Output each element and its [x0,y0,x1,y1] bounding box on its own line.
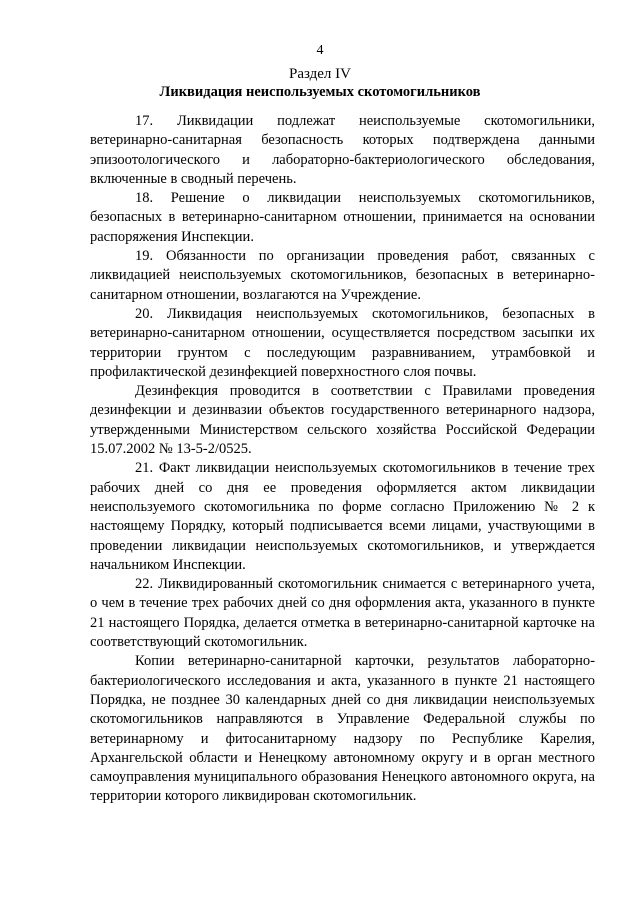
section-title: Ликвидация неиспользуемых скотомогильников [159,84,481,100]
section-label: Раздел IV [288,66,351,82]
paragraph-18: 18. Решение о ликвидации неиспользуемых скотомогильников, безопасных в ветеринарно-санитарном отношении, принимается на основании распоряжения Инспекции. [90,190,595,245]
page-number: 4 [316,43,324,58]
paragraph-disinfection: Дезинфекция проводится в соответствии с Правилами проведения дезинфекции и дезинвазии объектов государственного ветеринарного надзора, утвержденными Министерством сельского хозяйства Российской Федерации 15.07.2002 № 13-5-2/0525. [90,383,595,458]
paragraph-17: 17. Ликвидации подлежат неиспользуемые скотомогильники, ветеринарно-санитарная безопасность которых подтверждена данными эпизоотологического и лабораторно-бактериологического обследования, включенные в сводный перечень. [90,113,595,187]
paragraph-20: 20. Ликвидация неиспользуемых скотомогильников, безопасных в ветеринарно-санитарном отношении, осуществляется посредством засыпки их территории грунтом с последующим разравниванием, утрамбовкой и профилактической дезинфекцией поверхностного слоя почвы. [90,305,595,380]
paragraph-copies: Копии ветеринарно-санитарной карточки, результатов лабораторно-бактериологического исследования и акта, указанного в пункте 21 настоящего Порядка, не позднее 30 календарных дней со дня ликвидации неиспользуемых скотомогильников направляются в Управление Федеральной службы по ветеринарному и фитосанитарному надзору по Республике Карелия, Архангельской области и Ненецкому автономному округу и в орган местного самоуправления муниципального образования Ненецкого автономного округа, на территории которого ликвидирован скотомогильник. [90,653,595,805]
paragraph-21: 21. Факт ликвидации неиспользуемых скотомогильников в течение трех рабочих дней со дня ее проведения оформляется актом ликвидации неиспользуемого скотомогильника по форме согласно Приложению № 2 к настоящему Порядку, который подписывается всеми лицами, участвующими в проведении ликвидации неиспользуемых скотомогильников, и утверждается начальником Инспекции. [90,460,595,573]
paragraph-19: 19. Обязанности по организации проведения работ, связанных с ликвидацией неиспользуемых скотомогильников, безопасных в ветеринарно-санитарном отношении, возлагаются на Учреждение. [90,248,595,303]
body-text [90,112,595,807]
paragraph-22: 22. Ликвидированный скотомогильник снимается с ветеринарного учета, о чем в течение трех рабочих дней со дня оформления акта, указанного в пункте 21 настоящего Порядка, делается отметка в ветеринарно-санитарной карточке на соответствующий скотомогильник. [90,576,595,651]
